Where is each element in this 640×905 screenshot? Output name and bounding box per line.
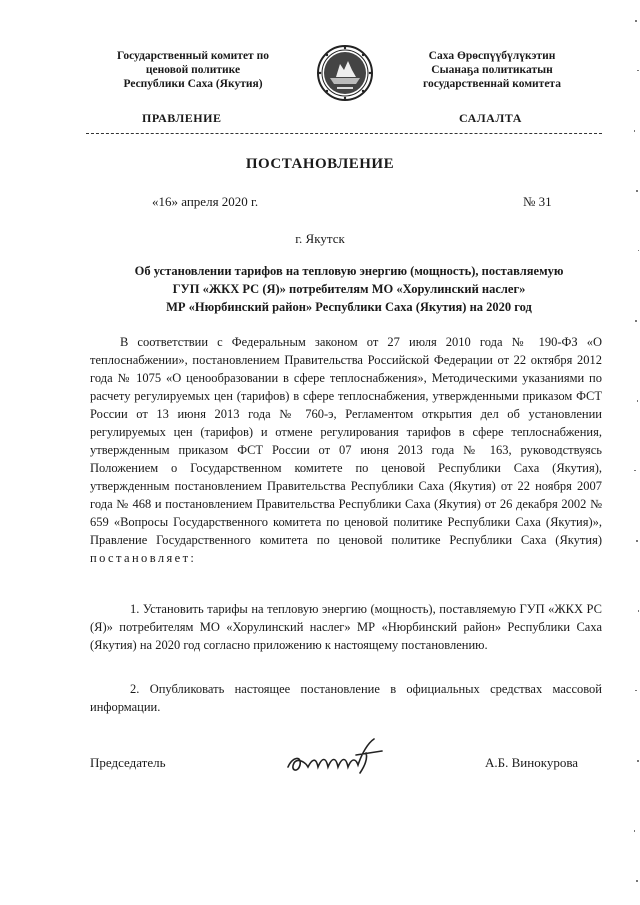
issuer-line: Сыанаҕа политикатын bbox=[431, 64, 553, 76]
document-title: ПОСТАНОВЛЕНИЕ bbox=[245, 156, 395, 172]
subject-line: Об установлении тарифов на тепловую энергию (мощность), поставляемую bbox=[134, 264, 564, 278]
subject-line: ГУП «ЖКХ РС (Я)» потребителям МО «Хорулинский наслег» bbox=[172, 282, 526, 296]
chair-label: Председатель bbox=[90, 755, 166, 770]
document-date: «16» апреля 2020 г. bbox=[152, 194, 259, 209]
issuer-line: Республики Саха (Якутия) bbox=[123, 78, 263, 90]
signer-name: А.Б. Винокурова bbox=[485, 755, 579, 770]
preamble-paragraph bbox=[90, 333, 602, 567]
item-1-paragraph: 1. Установить тарифы на тепловую энергию (мощность), поставляемую ГУП «ЖКХ РС (Я)» потребителям МО «Хорулинский наслег» МР «Нюрбинский район» Республики Саха (Якутия) на 2020 год согласно приложению к настоящему постановлению. bbox=[90, 602, 602, 652]
board-name-yakut: САЛАЛТА bbox=[459, 111, 522, 125]
coat-of-arms-emblem bbox=[316, 44, 374, 102]
handwritten-signature bbox=[282, 733, 392, 781]
document-number: № 31 bbox=[523, 194, 552, 209]
issuer-line: Государственный комитет по bbox=[117, 50, 269, 62]
issuer-name-russian bbox=[88, 49, 298, 91]
subject-line: МР «Нюрбинский район» Республики Саха (Якутия) на 2020 год bbox=[166, 300, 532, 314]
document-subject bbox=[96, 262, 602, 316]
item-2-paragraph: 2. Опубликовать настоящее постановление в официальных средствах массовой информации. bbox=[90, 682, 602, 714]
header-divider bbox=[86, 133, 602, 134]
board-name-russian: ПРАВЛЕНИЕ bbox=[142, 111, 222, 125]
issuer-line: ценовой политике bbox=[145, 64, 241, 76]
issuer-line: Саха Өрөспүүбүлүкэтин bbox=[428, 50, 556, 62]
issuer-line: государственнай комитета bbox=[423, 78, 561, 90]
issuer-name-yakut bbox=[392, 49, 592, 91]
preamble-text: В соответствии с Федеральным законом от 27 июля 2010 года № 190-ФЗ «О теплоснабжении», постановлением Правительства Российской Федерации от 22 октября 2012 года № 1075 «О ценообразовании в сфере теплоснабжения», Методическими указаниями по расчету регулируемых цен (тарифов) в сфере теплоснабжения, утвержденными приказом ФСТ России от 13 июня 2013 года № 760-э, Регламентом открытия дел об установлении регулируемых цен (тарифов) и отмене регулирования тарифов в сфере теплоснабжения, утвержденным приказом ФСТ России от 07 июня 2013 года № 163, руководствуясь Положением о Государственном комитете по ценовой Республики Саха (Якутия), утвержденным постановлением Правительства Республики Саха (Якутия) от 22 ноября 2007 года № 468 и постановлением Правительства Республики Саха (Якутия) от 26 декабря 2002 № 659 «Вопросы Государственного комитета по ценовой политике Республики Саха (Якутия)», Правление Государственного комитета по ценовой политике Республики Саха (Якутия) bbox=[90, 335, 602, 547]
scan-edge-speckle bbox=[632, 0, 640, 905]
resolves-text: постановляет: bbox=[90, 551, 197, 565]
document-city: г. Якутск bbox=[295, 231, 345, 246]
